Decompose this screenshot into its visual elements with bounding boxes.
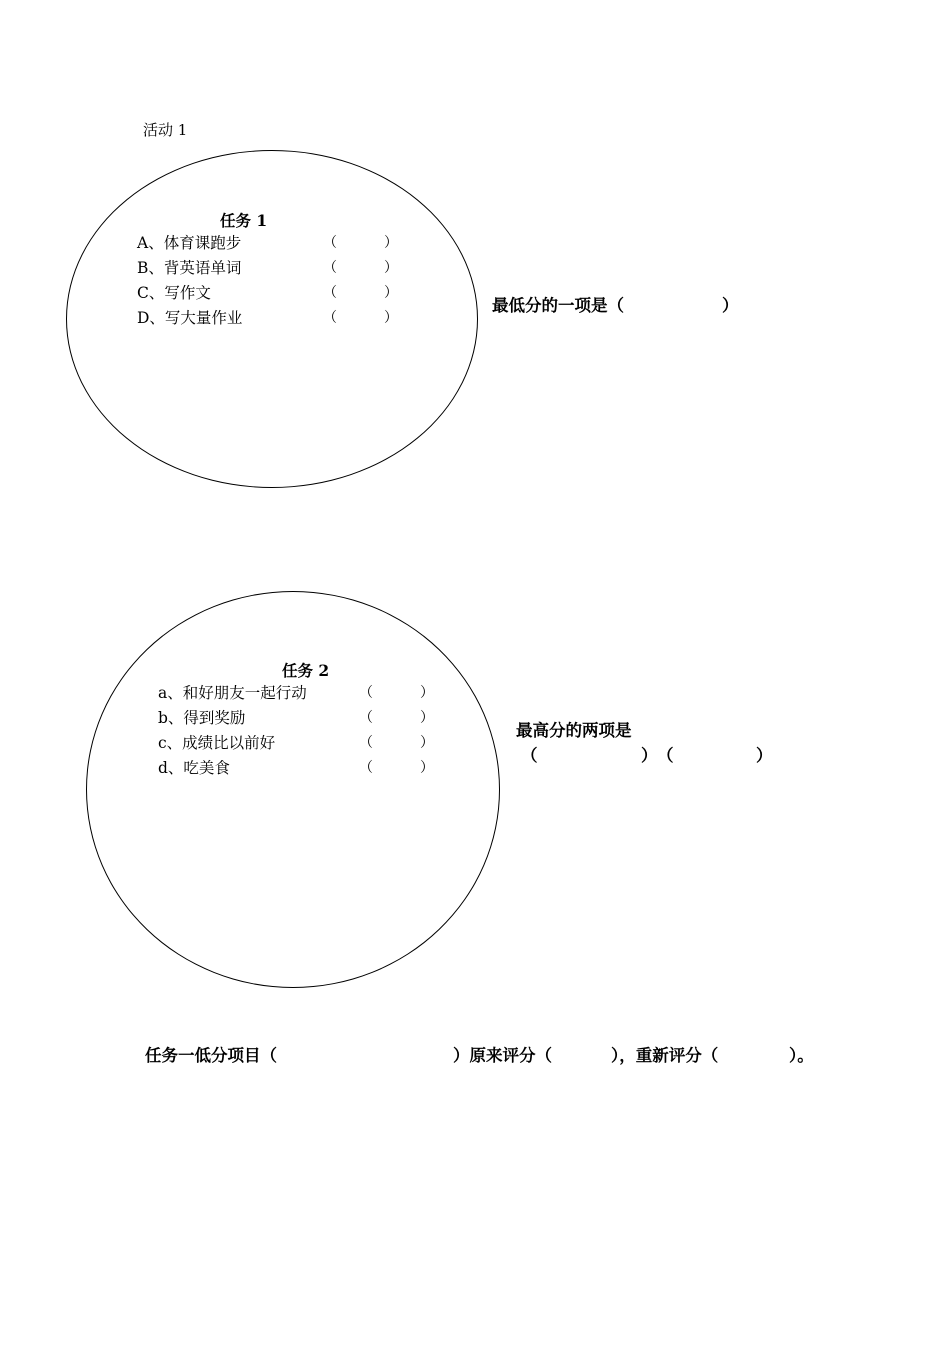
task2-blank2-open: （ bbox=[657, 746, 674, 765]
task2-circle bbox=[86, 591, 500, 988]
summary-low-item: 任务一低分项目（ bbox=[145, 1046, 277, 1065]
task1-item-label: A、体育课跑步 bbox=[137, 234, 242, 252]
task2-item-paren-open: （ bbox=[359, 710, 373, 726]
task1-title: 任务 1 bbox=[220, 211, 268, 230]
task1-question-close: ） bbox=[722, 296, 739, 315]
task2-question: 最高分的两项是 bbox=[516, 721, 632, 740]
task2-item-label: b、得到奖励 bbox=[158, 709, 246, 727]
task2-item-label: a、和好朋友一起行动 bbox=[158, 684, 307, 702]
task2-item-paren-open: （ bbox=[359, 735, 373, 751]
task2-item-paren-close: ） bbox=[420, 710, 434, 726]
task1-item-paren-open: （ bbox=[323, 235, 337, 251]
task2-item-paren-close: ） bbox=[420, 760, 434, 776]
task2-item-paren-close: ） bbox=[420, 735, 434, 751]
task1-circle bbox=[66, 150, 478, 488]
summary-end: ）。 bbox=[789, 1046, 814, 1065]
task2-item-label: d、吃美食 bbox=[158, 759, 230, 777]
task1-item-label: B、背英语单词 bbox=[137, 259, 242, 277]
task1-item-paren-open: （ bbox=[323, 285, 337, 301]
task2-item-paren-open: （ bbox=[359, 685, 373, 701]
task1-item-paren-close: ） bbox=[384, 310, 398, 326]
task2-blank2-close: ） bbox=[756, 746, 773, 765]
task1-question: 最低分的一项是（ bbox=[492, 296, 624, 315]
task1-item-paren-open: （ bbox=[323, 310, 337, 326]
task1-item-paren-open: （ bbox=[323, 260, 337, 276]
task2-item-paren-open: （ bbox=[359, 760, 373, 776]
task1-item-paren-close: ） bbox=[384, 285, 398, 301]
summary-new-score: ），重新评分（ bbox=[611, 1046, 719, 1065]
activity-label: 活动 1 bbox=[143, 121, 188, 139]
task1-item-paren-close: ） bbox=[384, 235, 398, 251]
task2-blank1-open: （ bbox=[521, 746, 538, 765]
task2-blank1-close: ） bbox=[641, 746, 658, 765]
task1-item-label: C、写作文 bbox=[137, 284, 211, 302]
summary-original-score: ）原来评分（ bbox=[453, 1046, 552, 1065]
task1-item-label: D、写大量作业 bbox=[137, 309, 243, 327]
task2-title: 任务 2 bbox=[282, 661, 330, 680]
task2-item-label: c、成绩比以前好 bbox=[158, 734, 276, 752]
task1-item-paren-close: ） bbox=[384, 260, 398, 276]
task2-item-paren-close: ） bbox=[420, 685, 434, 701]
